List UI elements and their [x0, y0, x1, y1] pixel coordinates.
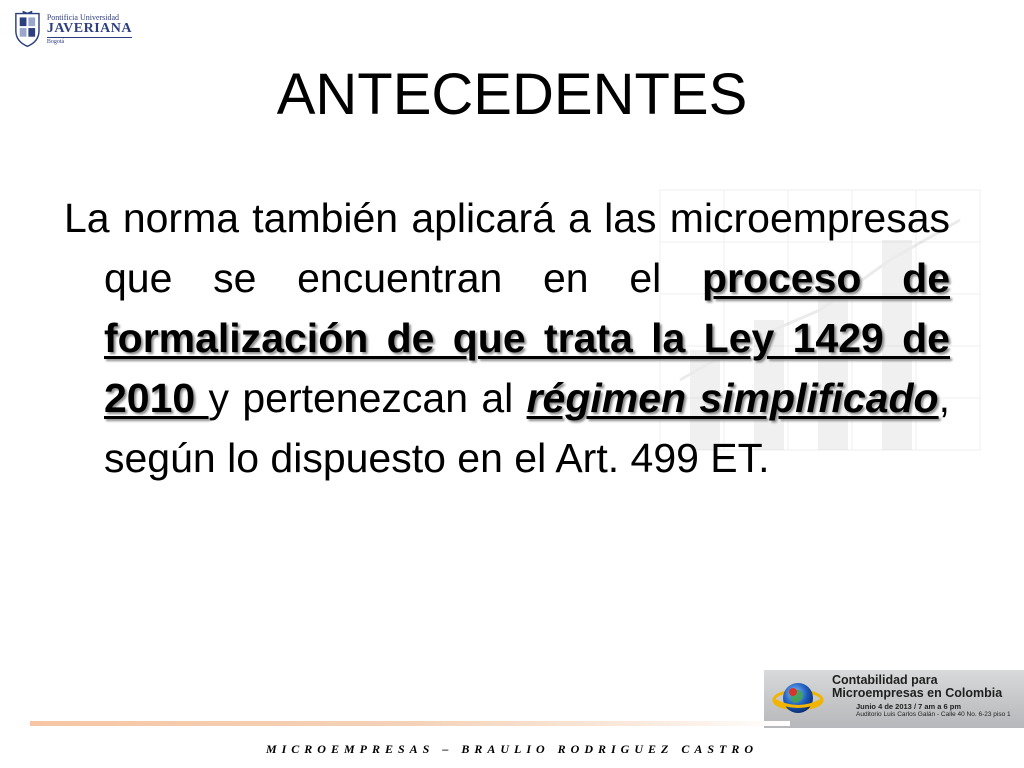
footer-divider	[30, 721, 790, 726]
slide-title: ANTECEDENTES	[276, 62, 748, 127]
body-text-segment: , según lo dispuesto en el Art. 499 ET.	[104, 375, 950, 481]
logo-line-2: JAVERIANA	[46, 20, 132, 36]
body-text-segment: y pertenezcan al	[208, 375, 527, 421]
banner-title	[832, 674, 1022, 700]
banner-venue: Auditorio Luis Carlos Galán - Calle 40 No. 6-23 piso 1	[856, 710, 1011, 718]
event-banner	[764, 670, 1024, 728]
emphasis-formalization: proceso de formalización de que trata la Ley 1429 de 2010	[104, 255, 951, 421]
university-crest-icon	[12, 9, 43, 49]
footer-text: MICROEMPRESAS – BRAULIO RODRIGUEZ CASTRO	[265, 742, 759, 756]
logo-line-3: Bogotá	[46, 38, 65, 45]
university-logo	[12, 8, 132, 50]
banner-title-line-2: Microempresas en Colombia	[832, 686, 1003, 700]
logo-line-1: Pontificia Universidad	[46, 12, 120, 22]
university-name	[47, 14, 132, 45]
banner-meta	[856, 703, 1022, 718]
banner-title-line-1: Contabilidad para	[832, 673, 938, 687]
banner-date: Junio 4 de 2013 / 7 am a 6 pm	[856, 702, 962, 711]
body-text-segment: La norma también aplicará a las microempresas que se encuentran en el	[64, 195, 950, 301]
globe-icon	[772, 673, 824, 725]
body-paragraph	[64, 188, 950, 488]
emphasis-regimen: régimen simplificado	[526, 375, 939, 421]
